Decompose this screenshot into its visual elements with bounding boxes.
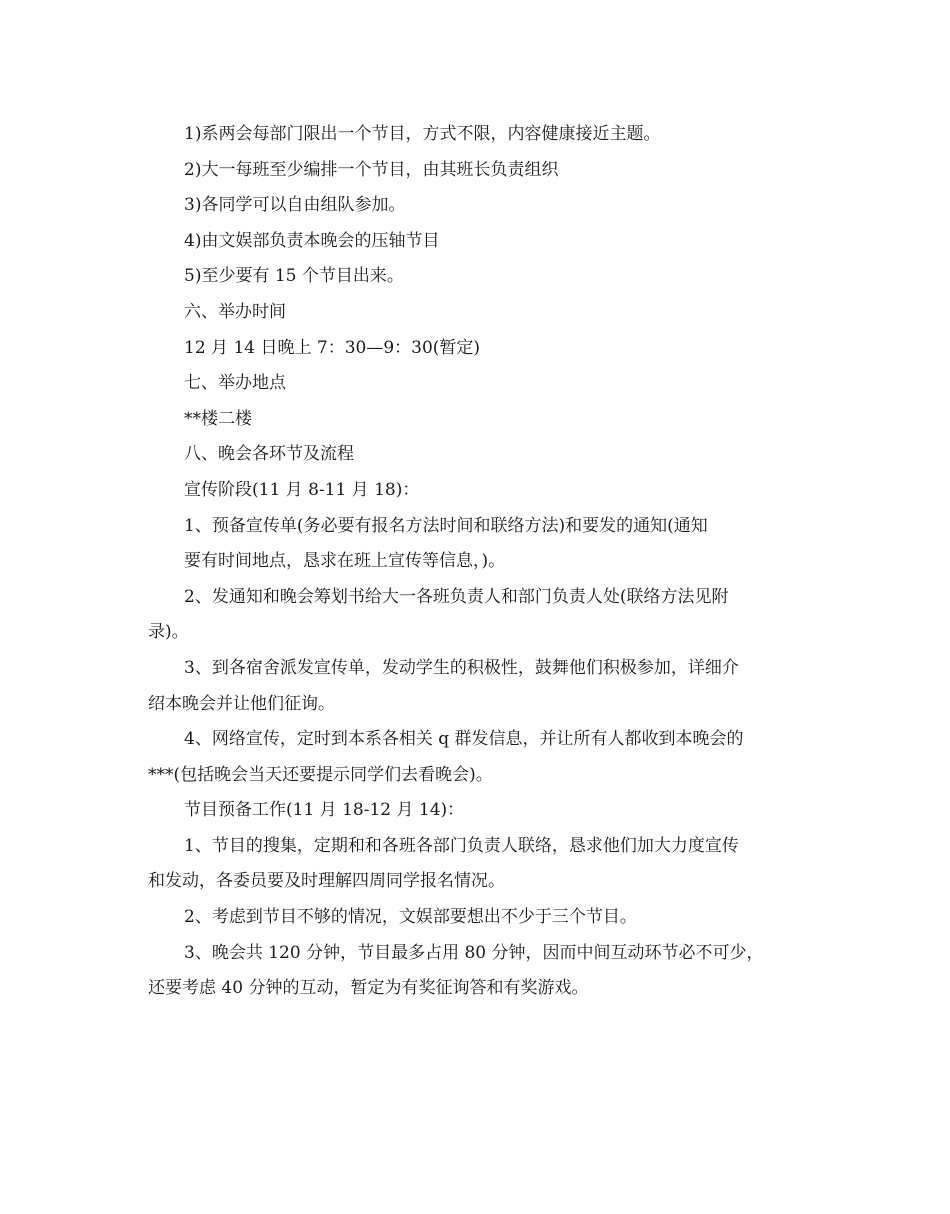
subsection-heading: 节目预备工作(11 月 18-12 月 14)： (184, 800, 465, 821)
paragraph-line: 还要考虑 40 分钟的互动，暂定为有奖征询答和有奖游戏。 (148, 978, 589, 999)
paragraph-line: 2)大一每班至少编排一个节目，由其班长负责组织 (184, 159, 559, 180)
paragraph-line: 1)系两会每部门限出一个节目，方式不限，内容健康接近主题。 (184, 124, 661, 144)
paragraph-line: 5)至少要有 15 个节目出来。 (184, 266, 404, 287)
paragraph-line: 录)。 (148, 622, 189, 643)
paragraph-line: 1、预备宣传单(务必要有报名方法时间和联络方法)和要发的通知(通知 (184, 515, 708, 536)
paragraph-line: 3、晚会共 120 分钟，节目最多占用 80 分钟，因而中间互动环节必不可少， (184, 942, 764, 963)
paragraph-line: **楼二楼 (184, 408, 252, 429)
paragraph-line: 2、考虑到节目不够的情况，文娱部要想出不少于三个节目。 (184, 907, 637, 928)
subsection-heading: 宣传阶段(11 月 8-11 月 18)： (184, 479, 420, 500)
paragraph-line: ***(包括晚会当天还要提示同学们去看晚会)。 (148, 764, 493, 785)
section-heading: 六、举办时间 (184, 301, 286, 322)
document-body (148, 117, 798, 1007)
paragraph-line: 12 月 14 日晚上 7：30—9：30(暂定) (184, 337, 481, 358)
paragraph-line: 要有时间地点，恳求在班上宣传等信息，)。 (184, 551, 506, 572)
paragraph-line: 3)各同学可以自由组队参加。 (184, 195, 406, 216)
paragraph-line: 2、发通知和晚会筹划书给大一各班负责人和部门负责人处(联络方法见附 (184, 586, 729, 607)
paragraph-line: 4、网络宣传，定时到本系各相关 q 群发信息，并让所有人都收到本晚会的 (184, 729, 744, 750)
paragraph-line: 1、节目的搜集，定期和和各班各部门负责人联络，恳求他们加大力度宣传 (184, 835, 739, 856)
section-heading: 七、举办地点 (184, 373, 286, 394)
paragraph-line: 绍本晚会并让他们征询。 (148, 693, 335, 714)
paragraph-line: 4)由文娱部负责本晚会的压轴节目 (184, 230, 440, 251)
section-heading: 八、晚会各环节及流程 (184, 444, 354, 465)
paragraph-line: 和发动，各委员要及时理解四周同学报名情况。 (148, 871, 505, 892)
paragraph-line: 3、到各宿舍派发宣传单，发动学生的积极性，鼓舞他们积极参加，详细介 (184, 657, 739, 678)
